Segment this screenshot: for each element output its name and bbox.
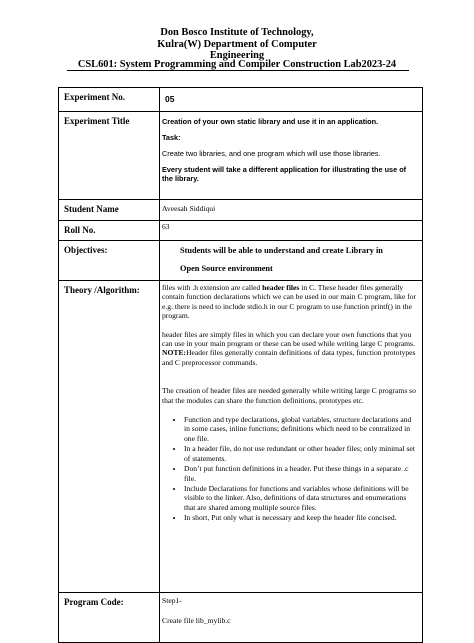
row-theory — [59, 281, 423, 593]
department-name: Kulra(W) Department of Computer — [157, 39, 317, 50]
program-code-label: Program Code: — [59, 593, 160, 643]
theory-note-text: Header files generally contain definitions of data types, function prototypes and C preprocessor commands. — [162, 348, 416, 367]
objectives-label: Objectives: — [59, 241, 160, 281]
program-code-line: Create file lib_mylib.c — [162, 616, 231, 626]
theory-bullet: • In short, Put only what is necessary and keep the header file concised. — [184, 513, 419, 522]
theory-note-label: NOTE: — [162, 348, 187, 358]
course-title: CSL601: System Programming and Compiler Construction Lab2023-24 — [77, 59, 397, 70]
department-subline: Engineering — [209, 50, 265, 61]
theory-bullet: • In a header file, do not use redundant or other header files; only minimal set of statements. — [184, 444, 419, 463]
theory-bullet: • Include Declarations for functions and variables whose definitions will be visible to the linker. Also, definitions of data structures and enumerations that are shared among multiple source files. — [184, 484, 419, 512]
student-name-cell — [160, 200, 423, 221]
row-roll-no — [59, 221, 423, 241]
experiment-no-label: Experiment No. — [59, 88, 160, 112]
theory-cell — [160, 281, 423, 593]
row-experiment-no — [59, 88, 423, 112]
theory-paragraph-3: The creation of header files are needed generally while writing large C programs so that the modules can share the function definitions, prototypes etc. — [162, 386, 416, 405]
row-objectives — [59, 241, 423, 281]
experiment-no-value: 05 — [165, 94, 175, 104]
theory-p1-end: in C. These header files generally contain function declarations which we can be used in our main C program, like for e.g. there is need to include stdio.h in our C program to use function printf() in the program. — [162, 283, 417, 321]
row-program-code — [59, 593, 423, 643]
objectives-line-2: Open Source environment — [180, 264, 273, 273]
objectives-cell — [160, 241, 423, 281]
program-code-step: Step1- — [162, 596, 182, 605]
task-note: Every student will take a different application for illustrating the use of the library. — [162, 165, 407, 183]
theory-bullet: • Function and type declarations, global variables, structure declarations and in some cases, inline functions; definitions which need to be centralized in one file. — [184, 415, 419, 443]
row-student-name — [59, 200, 423, 221]
theory-label: Theory /Algorithm: — [59, 281, 160, 593]
theory-note — [162, 348, 419, 367]
task-text: Create two libraries, and one program which will use those libraries. — [162, 149, 381, 158]
roll-no-value: 63 — [162, 222, 170, 231]
task-label: Task: — [162, 133, 181, 142]
theory-p1-bold: header files — [262, 283, 300, 292]
experiment-title-cell — [160, 112, 423, 200]
objectives-line-1: Students will be able to understand and create Library in — [180, 246, 383, 255]
experiment-no-cell — [160, 88, 423, 112]
experiment-table — [58, 87, 423, 643]
experiment-title-label: Experiment Title — [59, 112, 160, 200]
roll-no-label: Roll No. — [59, 221, 160, 241]
theory-p1-start: files with .h extension are called — [162, 283, 263, 292]
student-name-value: Aveesah Siddiqui — [162, 204, 216, 213]
theory-bullet: • Don’t put function definitions in a header. Put these things in a separate .c file. — [184, 464, 419, 483]
row-experiment-title — [59, 112, 423, 200]
institute-name: Don Bosco Institute of Technology, — [160, 27, 314, 38]
program-code-cell — [160, 593, 423, 643]
student-name-label: Student Name — [59, 200, 160, 221]
theory-paragraph-2: header files are simply files in which you can declare your own functions that you can use in your main program or these can be used while writing large C programs. — [162, 329, 415, 349]
header-divider — [67, 70, 409, 71]
experiment-title-text: Creation of your own static library and use it in an application. — [162, 117, 379, 126]
theory-paragraph-1 — [162, 283, 419, 321]
roll-no-cell — [160, 221, 423, 241]
theory-bullet-list — [162, 415, 419, 522]
